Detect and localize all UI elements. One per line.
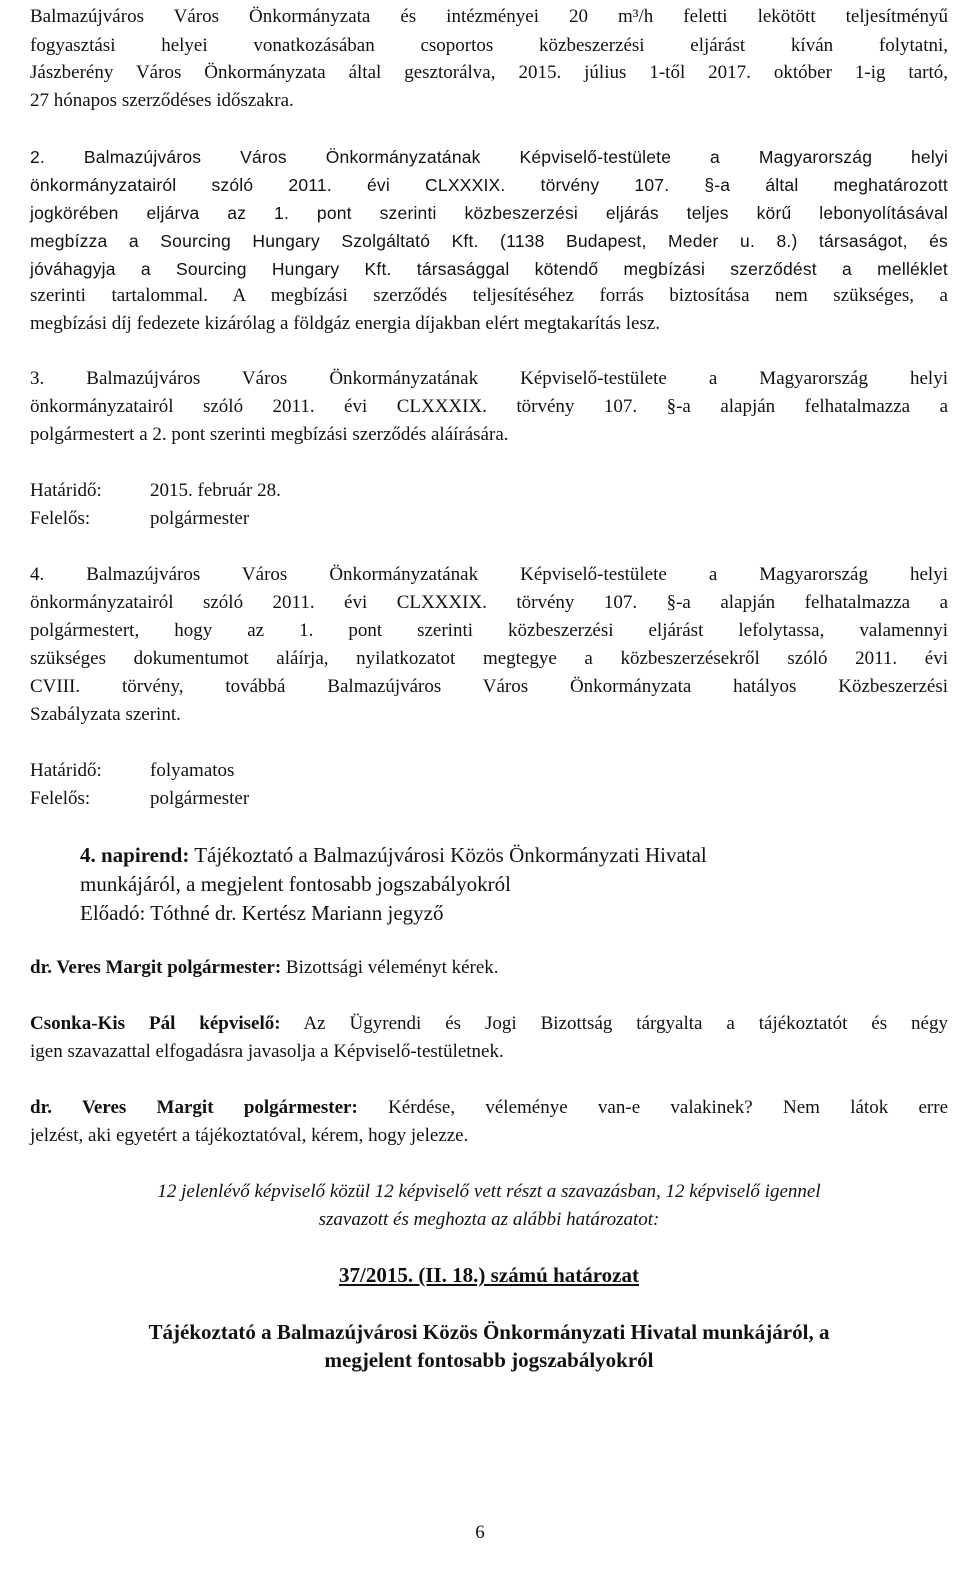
responsible-row-2 — [30, 786, 948, 811]
deadline-value: folyamatos — [150, 760, 235, 781]
speech-1 — [30, 955, 948, 980]
resolution-number: 37/2015. (II. 18.) számú határozat — [338, 1263, 639, 1287]
responsible-value: polgármester — [150, 508, 250, 529]
agenda-title-line1: Tájékoztató a Balmazújvárosi Közös Önkormányzati Hivatal — [194, 843, 707, 867]
para2-line7: megbízási díj fedezete kizárólag a földgáz energia díjakban elért megtakarítás lesz. — [30, 313, 661, 334]
speaker-name: dr. Veres Margit polgármester: — [30, 1097, 358, 1118]
speech-2-line2: igen szavazattal elfogadásra javasolja a Képviselő-testületnek. — [30, 1041, 504, 1062]
speech-text: Az Ügyrendi és Jogi Bizottság tárgyalta a tájékoztatót és négy — [303, 1013, 948, 1034]
para2-line1: 2. Balmazújváros Város Önkormányzatának Képviselő-testülete a Magyarország helyi — [30, 147, 948, 167]
para3-line2: önkormányzatairól szóló 2011. évi CLXXXIX. törvény 107. §-a alapján felhatalmazza a — [30, 396, 948, 417]
deadline-value: 2015. február 28. — [150, 480, 281, 501]
para2-line2: önkormányzatairól szóló 2011. évi CLXXXIX. törvény 107. §-a által meghatározott — [30, 175, 948, 195]
responsible-value: polgármester — [150, 788, 250, 809]
para2-line4: megbízza a Sourcing Hungary Szolgáltató Kft. (1138 Budapest, Meder u. 8.) társaságot, és — [30, 231, 948, 251]
agenda-heading — [80, 841, 707, 869]
speech-text: Bizottsági véleményt kérek. — [285, 957, 499, 978]
vote-line1: 12 jelenlévő képviselő közül 12 képviselő vett részt a szavazásban, 12 képviselő igennel — [157, 1181, 821, 1202]
speech-text: Kérdése, véleménye van-e valakinek? Nem látok erre — [388, 1097, 949, 1118]
deadline-label: Határidő: — [30, 760, 102, 781]
vote-line2: szavazott és meghozta az alábbi határozatot: — [318, 1209, 660, 1230]
responsible-label: Felelős: — [30, 788, 91, 809]
para3-line1: 3. Balmazújváros Város Önkormányzatának Képviselő-testülete a Magyarország helyi — [30, 368, 948, 389]
deadline-label: Határidő: — [30, 480, 102, 501]
agenda-number: 4. — [80, 843, 96, 867]
para2-line6: szerinti tartalommal. A megbízási szerződés teljesítéséhez forrás biztosítása nem szükséges, a — [30, 285, 948, 306]
para4-line2: önkormányzatairól szóló 2011. évi CLXXXIX. törvény 107. §-a alapján felhatalmazza a — [30, 592, 948, 613]
agenda-keyword: napirend: — [101, 843, 190, 867]
agenda-title-line2: munkájáról, a megjelent fontosabb jogszabályokról — [80, 872, 511, 896]
responsible-row-1 — [30, 506, 948, 531]
speech-2-line1 — [30, 1011, 948, 1036]
resolution-title-line1: Tájékoztató a Balmazújvárosi Közös Önkormányzati Hivatal munkájáról, a — [148, 1320, 830, 1344]
para1-line2: fogyasztási helyei vonatkozásában csoportos közbeszerzési eljárást kíván folytatni, — [30, 35, 948, 56]
para1-line3: Jászberény Város Önkormányzata által gesztorálva, 2015. július 1-től 2017. október 1-ig tartó, — [30, 62, 948, 83]
resolution-title-line2: megjelent fontosabb jogszabályokról — [324, 1348, 654, 1372]
agenda-presenter: Előadó: Tóthné dr. Kertész Mariann jegyző — [80, 901, 444, 925]
para1-line1: Balmazújváros Város Önkormányzata és intézményei 20 m³/h feletti lekötött teljesítményű — [30, 6, 948, 27]
page-number: 6 — [475, 1522, 485, 1543]
deadline-row-2 — [30, 758, 948, 783]
para4-line3: polgármestert, hogy az 1. pont szerinti közbeszerzési eljárást lefolytassa, valamennyi — [30, 620, 948, 641]
para4-line1: 4. Balmazújváros Város Önkormányzatának Képviselő-testülete a Magyarország helyi — [30, 564, 948, 585]
speaker-name: Csonka-Kis Pál képviselő: — [30, 1013, 281, 1034]
para4-line6: Szabályzata szerint. — [30, 704, 181, 725]
speech-3-line2: jelzést, aki egyetért a tájékoztatóval, kérem, hogy jelezze. — [30, 1125, 469, 1146]
para4-line5: CVIII. törvény, továbbá Balmazújváros Város Önkormányzata hatályos Közbeszerzési — [30, 676, 948, 697]
para2-line5: jóváhagyja a Sourcing Hungary Kft. társasággal kötendő megbízási szerződést a melléklet — [30, 259, 948, 279]
deadline-row-1 — [30, 478, 948, 503]
para1-line4: 27 hónapos szerződéses időszakra. — [30, 90, 294, 111]
para4-line4: szükséges dokumentumot aláírja, nyilatkozatot megtegye a közbeszerzésekről szóló 2011. évi — [30, 648, 948, 669]
speech-3-line1 — [30, 1095, 948, 1120]
para3-line3: polgármestert a 2. pont szerinti megbízási szerződés aláírására. — [30, 424, 509, 445]
responsible-label: Felelős: — [30, 508, 91, 529]
speaker-name: dr. Veres Margit polgármester: — [30, 957, 282, 978]
para2-line3: jogkörében eljárva az 1. pont szerinti közbeszerzési eljárás teljes körű lebonyolításával — [30, 203, 948, 223]
